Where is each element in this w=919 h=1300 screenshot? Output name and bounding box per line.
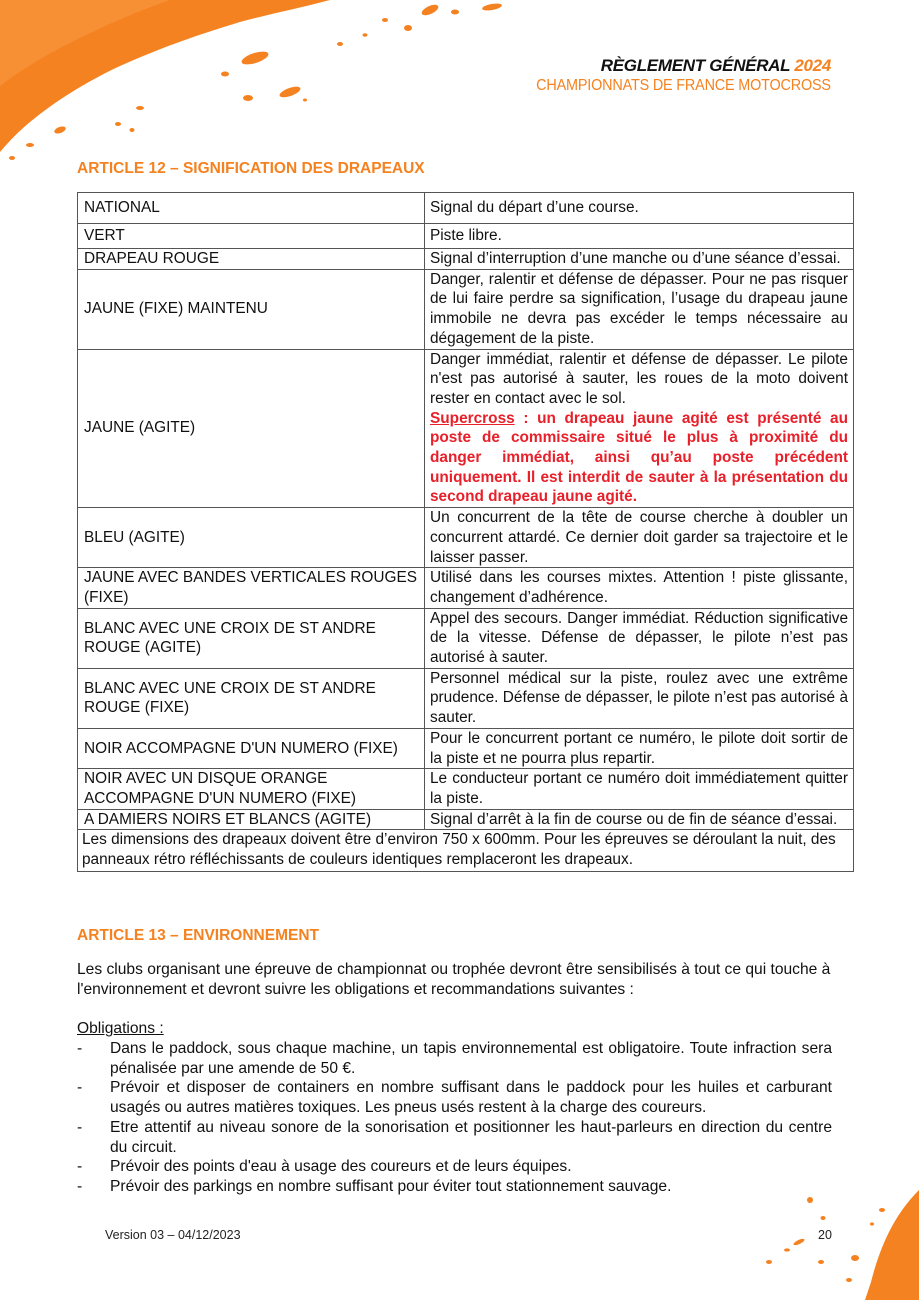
flag-name-cell: DRAPEAU ROUGE <box>78 249 425 270</box>
table-row <box>78 269 854 349</box>
article-13-title: ARTICLE 13 – ENVIRONNEMENT <box>77 927 320 944</box>
table-row <box>78 568 854 608</box>
bullet-dash: - <box>77 1177 83 1195</box>
flag-meaning-cell: Signal d’arrêt à la fin de course ou de fin de séance d’essai. <box>425 809 854 830</box>
version-label: Version 03 – 04/12/2023 <box>105 1228 241 1242</box>
table-row <box>78 508 854 568</box>
table-row <box>78 769 854 809</box>
orange-splash-decoration-bottom <box>749 1190 919 1300</box>
flag-meaning-cell: Piste libre. <box>425 224 854 249</box>
obligations-heading: Obligations : <box>77 1020 164 1037</box>
table-row <box>78 728 854 768</box>
table-row <box>78 809 854 830</box>
bullet-dash: - <box>77 1118 83 1136</box>
flag-name-cell: NOIR ACCOMPAGNE D'UN NUMERO (FIXE) <box>78 728 425 768</box>
flag-meaning-cell: Pour le concurrent portant ce numéro, le pilote doit sortir de la piste et ne pourra plus repartir. <box>425 728 854 768</box>
article-12-title: ARTICLE 12 – SIGNIFICATION DES DRAPEAUX <box>77 160 425 177</box>
flag-meaning-cell <box>425 349 854 508</box>
table-row <box>78 193 854 224</box>
table-note-row <box>78 830 854 871</box>
flags-table <box>77 192 854 872</box>
flag-name-cell: A DAMIERS NOIRS ET BLANCS (AGITE) <box>78 809 425 830</box>
table-row <box>78 249 854 270</box>
flag-meaning-cell: Appel des secours. Danger immédiat. Réduction significative de la vitesse. Défense de dépasser, le pilote n’est pas autorisé à sauter. <box>425 608 854 668</box>
list-item <box>77 1118 832 1157</box>
flag-name-cell: JAUNE AVEC BANDES VERTICALES ROUGES (FIXE) <box>78 568 425 608</box>
obligation-text: Prévoir des parkings en nombre suffisant pour éviter tout stationnement sauvage. <box>110 1177 672 1195</box>
flag-name-cell: BLANC AVEC UNE CROIX DE ST ANDRE ROUGE (FIXE) <box>78 668 425 728</box>
flag-name-cell: BLEU (AGITE) <box>78 508 425 568</box>
bullet-dash: - <box>77 1079 83 1097</box>
environment-intro: Les clubs organisant une épreuve de championnat ou trophée devront être sensibilisés à tout ce qui touche à l'environnement et devront suivre les obligations et recommandations suivantes : <box>77 961 831 998</box>
table-row <box>78 608 854 668</box>
supercross-rule: : un drapeau jaune agité est présenté au poste de commissaire situé le plus à proximité du danger immédiat, ainsi qu’au poste précédent uniquement. Il est interdit de sauter à la présentation du second drapeau jaune agité. <box>430 409 848 506</box>
obligation-text: Prévoir des points d'eau à usage des coureurs et de leurs équipes. <box>110 1158 572 1176</box>
list-item <box>77 1078 832 1117</box>
flag-name-cell: VERT <box>78 224 425 249</box>
flag-meaning-cell: Danger, ralentir et défense de dépasser. Pour ne pas risquer de lui faire perdre sa signification, l’usage du drapeau jaune immobile ne devra pas excéder le temps nécessaire au dégagement de la piste. <box>425 269 854 349</box>
obligation-text: Dans le paddock, sous chaque machine, un tapis environnemental est obligatoire. Toute infraction sera pénalisée par une amende de 50 €. <box>110 1040 832 1077</box>
document-year: 2024 <box>794 56 831 75</box>
table-row <box>78 349 854 508</box>
yellow-waved-meaning: Danger immédiat, ralentir et défense de dépasser. Le pilote n'est pas autorisé à sauter, les roues de la moto doivent rester en contact avec le sol. <box>430 350 848 407</box>
orange-splash-decoration <box>0 0 520 170</box>
flag-meaning-cell: Personnel médical sur la piste, roulez avec une extrême prudence. Défense de dépasser, le pilote n’est pas autorisé à sauter. <box>425 668 854 728</box>
page-number: 20 <box>818 1228 832 1242</box>
flag-meaning-cell: Utilisé dans les courses mixtes. Attention ! piste glissante, changement d’adhérence. <box>425 568 854 608</box>
obligation-text: Etre attentif au niveau sonore de la sonorisation et positionner les haut-parleurs en direction du centre du circuit. <box>110 1118 832 1156</box>
championship-name: CHAMPIONNATS DE FRANCE MOTOCROSS <box>536 77 831 94</box>
flag-name-cell: JAUNE (FIXE) MAINTENU <box>78 269 425 349</box>
table-row <box>78 668 854 728</box>
flag-name-cell: JAUNE (AGITE) <box>78 349 425 508</box>
flag-meaning-cell: Le conducteur portant ce numéro doit immédiatement quitter la piste. <box>425 769 854 809</box>
document-header <box>514 56 831 95</box>
list-item <box>77 1157 832 1177</box>
flag-name-cell: NOIR AVEC UN DISQUE ORANGE ACCOMPAGNE D'UN NUMERO (FIXE) <box>78 769 425 809</box>
obligation-text: Prévoir et disposer de containers en nombre suffisant dans le paddock pour les huiles et carburant usagés ou autres matières toxiques. Les pneus usés restent à la charge des coureurs. <box>110 1079 832 1117</box>
table-row <box>78 224 854 249</box>
list-item <box>77 1039 832 1078</box>
flag-meaning-cell: Signal du départ d’une course. <box>425 193 854 224</box>
supercross-label: Supercross <box>430 409 515 427</box>
document-title-prefix: RÈGLEMENT GÉNÉRAL <box>600 56 790 75</box>
flag-meaning-cell: Signal d’interruption d’une manche ou d’une séance d’essai. <box>425 249 854 270</box>
bullet-dash: - <box>77 1158 83 1176</box>
flag-dimensions-note: Les dimensions des drapeaux doivent être d’environ 750 x 600mm. Pour les épreuves se déroulant la nuit, des panneaux rétro réfléchissants de couleurs identiques remplaceront les drapeaux. <box>78 830 854 871</box>
document-title <box>514 56 831 76</box>
bullet-dash: - <box>77 1040 83 1057</box>
flag-name-cell: BLANC AVEC UNE CROIX DE ST ANDRE ROUGE (AGITE) <box>78 608 425 668</box>
flag-meaning-cell: Un concurrent de la tête de course cherche à doubler un concurrent attardé. Ce dernier doit garder sa trajectoire et le laisser passer. <box>425 508 854 568</box>
obligations-list <box>77 1039 832 1197</box>
list-item <box>77 1177 832 1197</box>
flag-name-cell: NATIONAL <box>78 193 425 224</box>
